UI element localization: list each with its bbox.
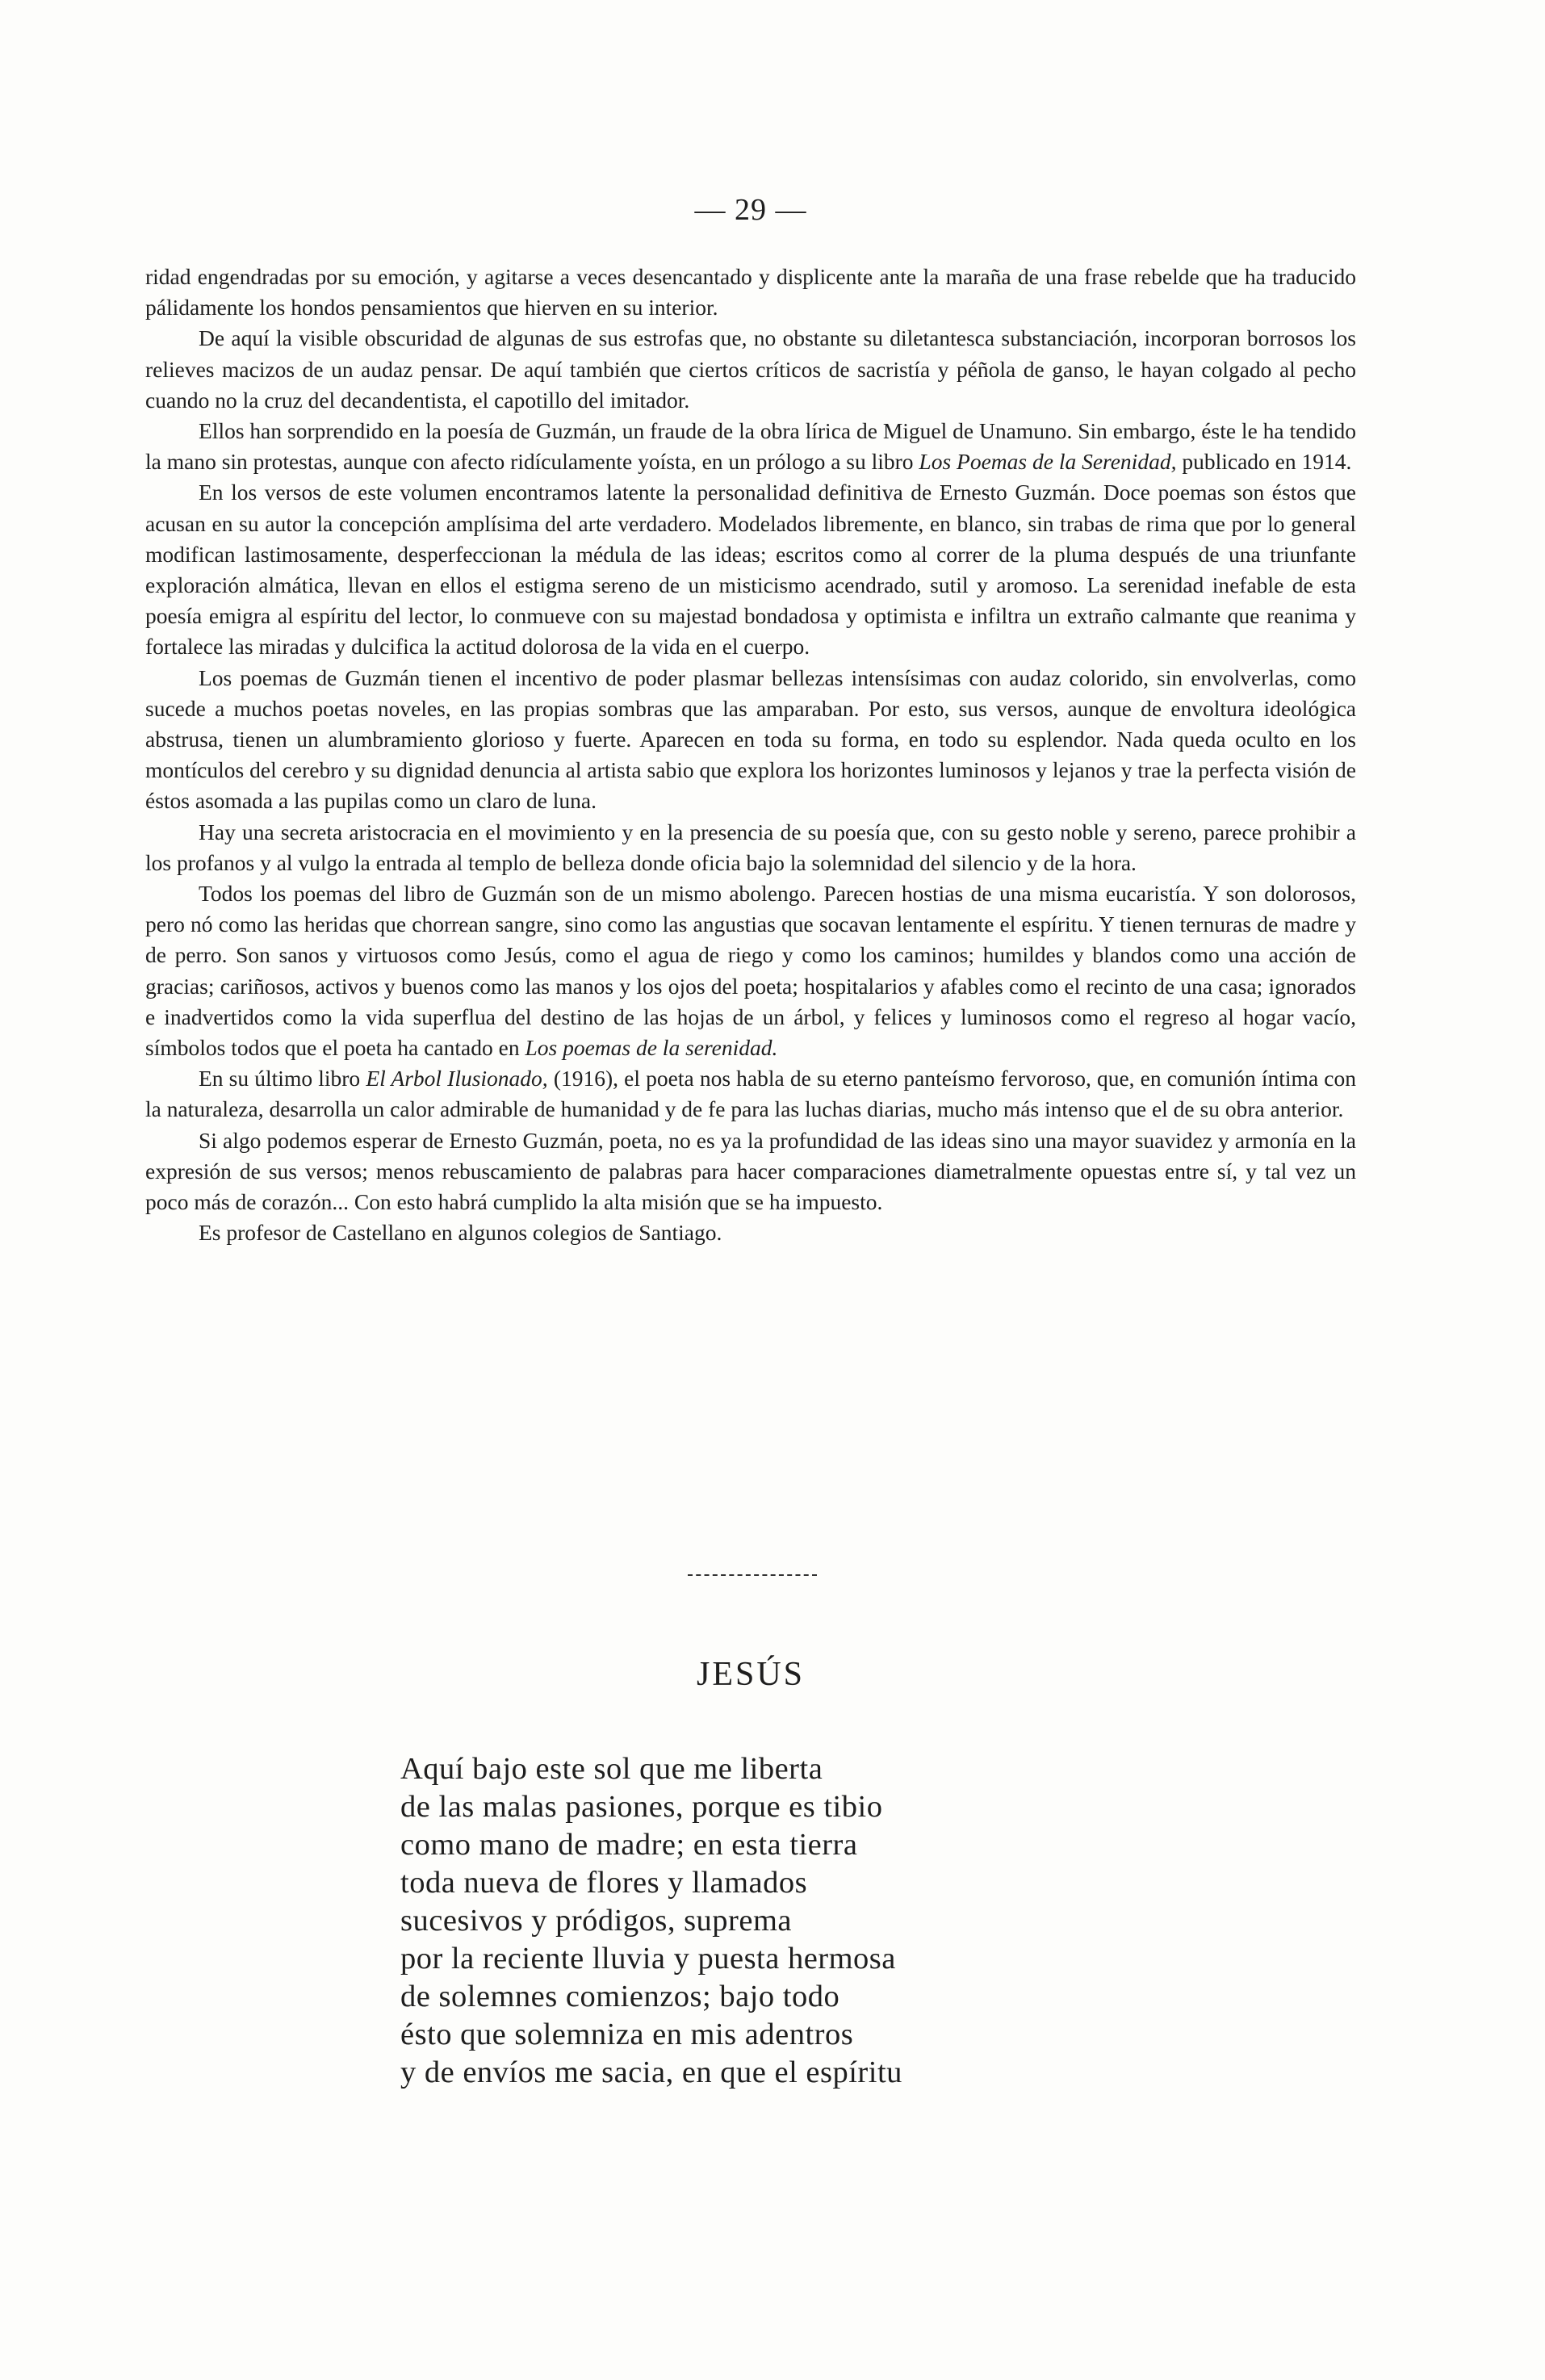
paragraph-text: publicado en 1914. [1176, 449, 1352, 475]
poem-verse: ésto que solemniza en mis adentros [400, 2018, 854, 2051]
paragraph-text: Hay una secreta aristocracia en el movimiento y en la presencia de su poesía que, con su gesto noble y sereno, parece prohibir a los profanos y al vulgo la entrada al templo de belleza donde oficia bajo la solemnidad del silencio y de la hora. [145, 819, 1356, 875]
poem-verse: de solemnes comienzos; bajo todo [400, 1980, 840, 2013]
paragraph [145, 1125, 1356, 1218]
page-number: — 29 — [694, 193, 807, 227]
paragraph-text: En los versos de este volumen encontramos latente la personalidad definitiva de Ernesto Guzmán. Doce poemas son éstos que acusan en su autor la concepción amplísima del arte verdadero. Modelados libremente, en blanco, sin trabas de rima que por lo general modifican lastimosamente, desperfeccionan la médula de las ideas; escritos como al correr de la pluma después de una triunfante exploración almática, llevan en ellos el estigma sereno de un misticismo acendrado, sutil y aromoso. La serenidad inefable de esta poesía emigra al espíritu del lector, lo conmueve con su majestad bondadosa y optimista e infiltra un extraño calmante que reanima y fortalece las miradas y dulcifica la actitud dolorosa de la vida en el cuerpo. [145, 480, 1356, 660]
poem-verse: Aquí bajo este sol que me liberta [400, 1752, 823, 1786]
paragraph-text: Si algo podemos esperar de Ernesto Guzmán, poeta, no es ya la profundidad de las ideas sino una mayor suavidez y armonía en la expresión de sus versos; menos rebuscamiento de palabras para hacer comparaciones diametralmente opuestas entre sí, y tal vez un poco más de corazón... Con esto habrá cumplido la alta misión que se ha impuesto. [145, 1127, 1356, 1215]
paragraph [145, 1063, 1356, 1125]
poem-verse: como mano de madre; en esta tierra [400, 1828, 858, 1862]
poem-verse: sucesivos y pródigos, suprema [400, 1904, 792, 1938]
paragraph-text: De aquí la visible obscuridad de algunas de sus estrofas que, no obstante su diletantesca substanciación, incorporan borrosos los relieves macizos de un audaz pensar. De aquí también que ciertos críticos de sacristía y péñola de ganso, le hayan colgado al pecho cuando no la cruz del decandentista, el capotillo del imitador. [145, 325, 1356, 413]
paragraph [145, 1217, 1356, 1248]
essay-body [145, 262, 1356, 1249]
paragraph-text: (1916), el poeta nos habla de su eterno panteísmo fervoroso, que, en comunión íntima con la naturaleza, desarrolla un calor admirable de humanidad y de fe para las luchas diarias, mucho más intenso que el de su obra anterior. [145, 1066, 1356, 1122]
paragraph [145, 663, 1356, 817]
poem-verse: toda nueva de flores y llamados [400, 1866, 808, 1900]
poem-verse: y de envíos me sacia, en que el espíritu [400, 2055, 902, 2089]
section-divider [688, 1574, 817, 1576]
paragraph-text: Ellos han sorprendido en la poesía de Guzmán, un fraude de la obra lírica de Miguel de Unamuno. Sin embargo, éste le ha tendido la mano sin protestas, aunque con afecto ridículamente yoísta, en un prólogo a su libro [145, 418, 1356, 475]
book-title: Los Poemas de la Serenidad, [919, 449, 1177, 475]
paragraph [145, 878, 1356, 1063]
poem-title: JESÚS [696, 1656, 806, 1693]
book-title: Los poemas de la serenidad. [525, 1035, 778, 1061]
paragraph-text: Es profesor de Castellano en algunos colegios de Santiago. [199, 1220, 722, 1246]
paragraph-text: Los poemas de Guzmán tienen el incentivo de poder plasmar bellezas intensísimas con audaz colorido, sin envolverlas, como sucede a muchos poetas noveles, en las propias sombras que las amparaban. Por esto, sus versos, aunque de envoltura ideológica abstrusa, tienen un alumbramiento glorioso y fuerte. Aparecen en toda su forma, en todo su esplendor. Nada queda oculto en los montículos del cerebro y su dignidad denuncia al artista sabio que explora los horizontes luminosos y lejanos y trae la perfecta visión de éstos asomada a las pupilas como un claro de luna. [145, 664, 1356, 814]
paragraph-text: En su último libro [199, 1066, 366, 1092]
paragraph [145, 477, 1356, 662]
poem-verse: por la reciente lluvia y puesta hermosa [400, 1942, 896, 1976]
paragraph-text: Todos los poemas del libro de Guzmán son de un mismo abolengo. Parecen hostias de una misma eucaristía. Y son dolorosos, pero nó como las heridas que chorrean sangre, sino como las angustias que socavan lentamente el espíritu. Y tienen ternuras de madre y de perro. Son sanos y virtuosos como Jesús, como el agua de riego y como los caminos; humildes y blandos como una acción de gracias; cariñosos, activos y buenos como las manos y los ojos del poeta; hospitalarios y afables como el recinto de una casa; ignorados e inadvertidos como la vida superflua del destino de las hojas de un árbol, y felices y luminosos como el regreso al hogar vacío, símbolos todos que el poeta ha cantado en [145, 881, 1356, 1061]
poem-body [400, 1750, 1208, 2092]
paragraph [145, 323, 1356, 416]
paragraph [145, 416, 1356, 477]
poem-verse: de las malas pasiones, porque es tibio [400, 1790, 883, 1824]
paragraph-text: ridad engendradas por su emoción, y agitarse a veces desencantado y displicente ante la maraña de una frase rebelde que ha traducido pálidamente los hondos pensamientos que hierven en su interior. [145, 264, 1356, 321]
document-page [145, 0, 1356, 2380]
paragraph [145, 817, 1356, 878]
paragraph [145, 262, 1356, 323]
book-title: El Arbol Ilusionado, [366, 1066, 548, 1092]
